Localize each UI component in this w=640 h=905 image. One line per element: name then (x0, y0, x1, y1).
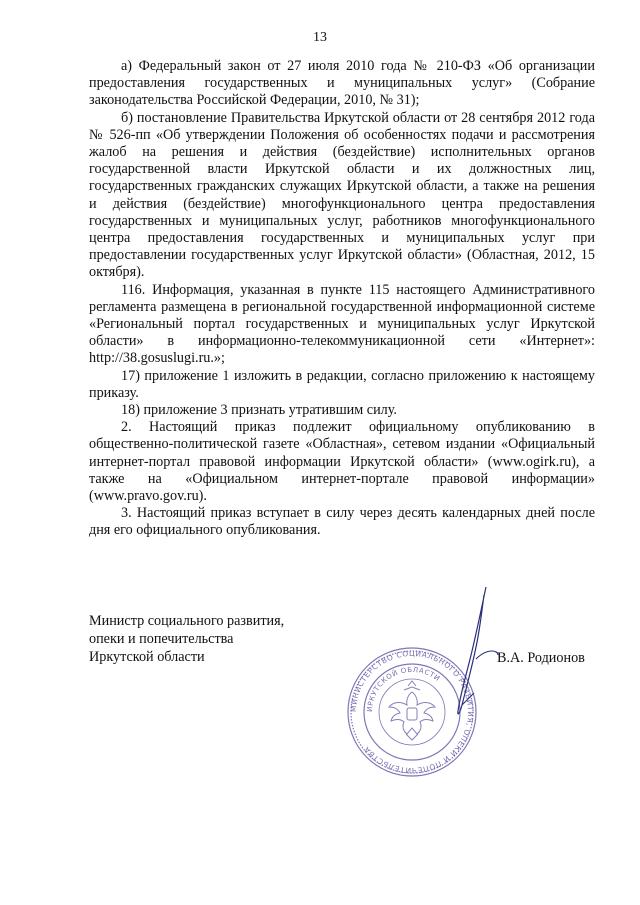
signer-position-line: Министр социального развития, (89, 613, 285, 629)
page-number: 13 (313, 30, 327, 45)
document-body (89, 58, 595, 540)
paragraph-effective-date: 3. Настоящий приказ вступает в силу через десять календарных дней после дня его официального опубликования. (89, 505, 595, 539)
paragraph-federal-law: а) Федеральный закон от 27 июля 2010 года № 210-ФЗ «Об организации предоставления государственных и муниципальных услуг» (Собрание законодательства Российской Федерации, 2010, № 31); (89, 58, 595, 109)
handwritten-signature (440, 585, 500, 725)
paragraph-government-resolution: б) постановление Правительства Иркутской области от 28 сентября 2012 года № 526-пп «Об утверждении Положения об особенностях подачи и рассмотрения жалоб на решения и действия (бездействие) исполнительных органов государственной власти Иркутской области и их должностных лиц, государственных гражданских служащих Иркутской области, а также на решения и действия (бездействие) многофункционального центра предоставления государственных и муниципальных услуг, работников многофункционального центра предоставления государственных и муниципальных услуг при предоставлении государственных услуг Иркутской области» (Областная, 2012, 15 октября). (89, 109, 595, 281)
svg-text:МИНИСТЕРСТВО СОЦИАЛЬНОГО РАЗВИ: МИНИСТЕРСТВО СОЦИАЛЬНОГО РАЗВИТИЯ, ОПЕКИ И ПОПЕЧИТЕЛЬСТВА (348, 648, 476, 776)
svg-text:ИРКУТСКОЙ ОБЛАСТИ: ИРКУТСКОЙ ОБЛАСТИ (365, 665, 442, 713)
signer-position-line: опеки и попечительства (89, 631, 234, 647)
eagle-emblem-icon (389, 681, 435, 740)
signer-position (89, 612, 349, 666)
paragraph-116: 116. Информация, указанная в пункте 115 настоящего Административного регламента размещена в региональной государственной информационной системе «Региональный портал государственных и муниципальных услуг Иркутской области» в информационно-телекоммуникационной сети «Интернет»: http://38.gosuslugi.ru.»; (89, 281, 595, 367)
signer-name: В.А. Родионов (497, 650, 585, 666)
signer-position-line: Иркутской области (89, 649, 205, 665)
paragraph-17: 17) приложение 1 изложить в редакции, согласно приложению к настоящему приказу. (89, 367, 595, 401)
paragraph-publication: 2. Настоящий приказ подлежит официальному опубликованию в общественно-политической газете «Областная», сетевом издании «Официальный интернет-портал правовой информации Иркутской области» (www.ogirk.ru), а также на «Официальном интернет-портале правовой информации» (www.pravo.gov.ru). (89, 419, 595, 505)
paragraph-18: 18) приложение 3 признать утратившим силу. (121, 402, 397, 419)
